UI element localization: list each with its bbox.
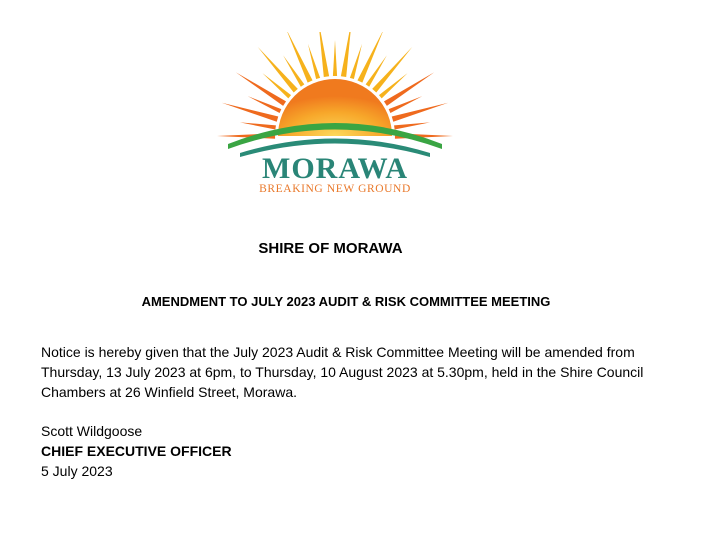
sun-ray bbox=[341, 32, 352, 77]
signature-block bbox=[41, 421, 232, 481]
sun-ray bbox=[286, 32, 313, 83]
sun-ray bbox=[350, 44, 362, 79]
signatory-role: CHIEF EXECUTIVE OFFICER bbox=[41, 443, 232, 459]
shire-title: SHIRE OF MORAWA bbox=[258, 240, 403, 257]
signatory-name: Scott Wildgoose bbox=[41, 423, 143, 439]
notice-title: AMENDMENT TO JULY 2023 AUDIT & RISK COMMITTEE MEETING bbox=[141, 294, 551, 309]
logo-tagline: BREAKING NEW GROUND bbox=[259, 183, 411, 195]
sun-ray bbox=[357, 32, 384, 83]
sunrise-logo-graphic bbox=[210, 32, 460, 197]
sun-ray bbox=[333, 40, 337, 76]
sun-ray bbox=[394, 122, 430, 129]
sun-ray bbox=[384, 72, 434, 106]
logo-name: MORAWA bbox=[262, 152, 408, 185]
notice-date: 5 July 2023 bbox=[41, 463, 113, 479]
sun-ray bbox=[262, 73, 291, 98]
sun-ray bbox=[236, 72, 286, 106]
sun-ray bbox=[379, 73, 408, 98]
morawa-logo bbox=[210, 32, 460, 197]
sun-ray bbox=[318, 32, 329, 77]
notice-body: Notice is hereby given that the July 2023 Audit & Risk Committee Meeting will be amended from Thursday, 13 July 2023 at 6pm, to Thursday, 10 August 2023 at 5.30pm, held in the Shire Council Chambers at 26 Winfield Street, Morawa. bbox=[41, 344, 644, 400]
sun-ray bbox=[240, 122, 276, 129]
sun-ray bbox=[308, 44, 320, 79]
